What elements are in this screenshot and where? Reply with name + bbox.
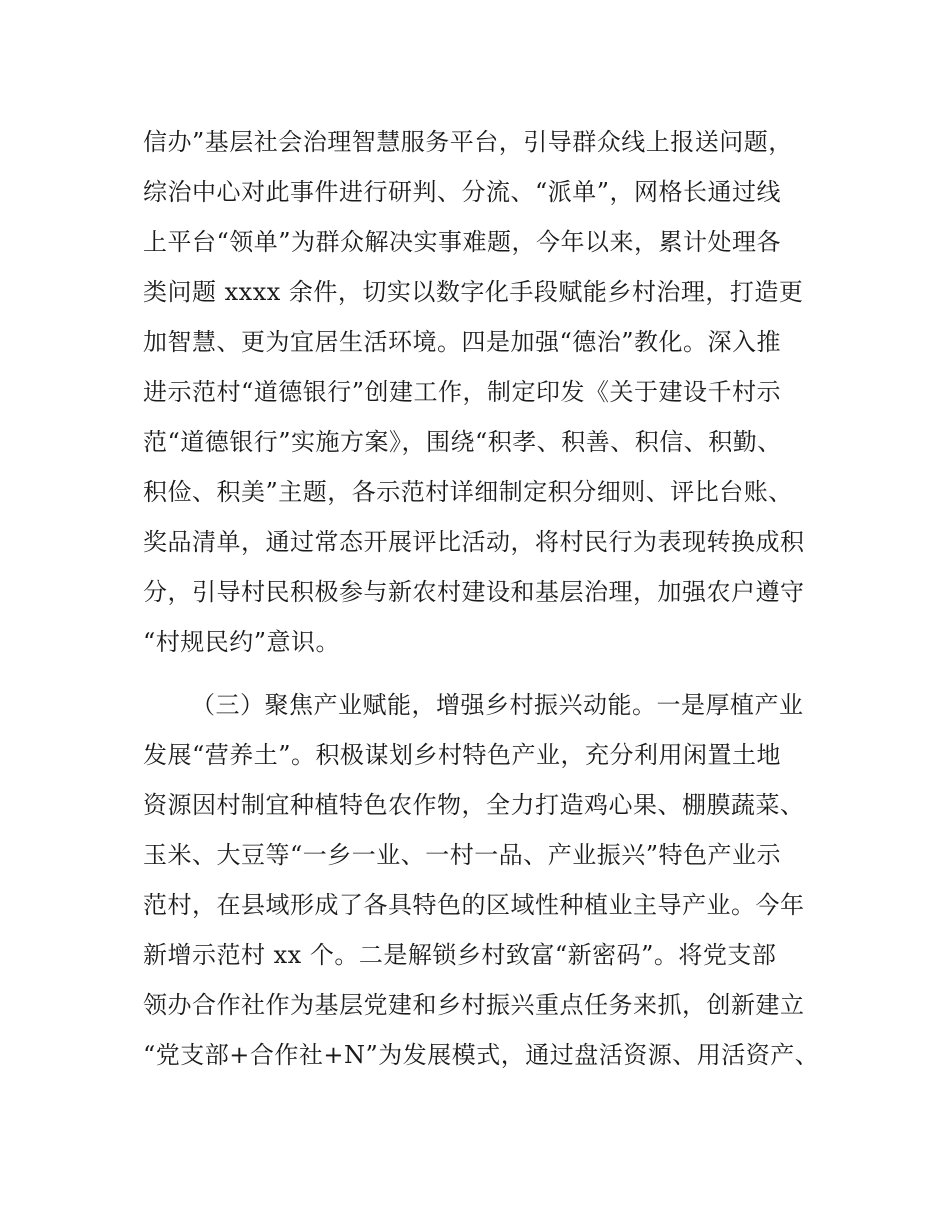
text-line: 进示范村“道德银行”创建工作，制定印发《关于建设千村示 xyxy=(143,378,782,406)
text-line: 信办”基层社会治理智慧服务平台，引导群众线上报送问题， xyxy=(143,128,793,156)
text-line: 积俭、积美”主题，各示范村详细制定积分细则、评比台账、 xyxy=(143,478,793,506)
text-line: 资源因村制宜种植特色农作物，全力打造鸡心果、棚膜蔬菜、 xyxy=(143,791,805,819)
text-line: “党支部+合作社+N”为发展模式，通过盘活资源、用活资产、 xyxy=(143,1041,820,1069)
text-line: 发展“营养土”。积极谋划乡村特色产业，充分利用闲置土地 xyxy=(143,741,782,769)
text-line: 范村，在县域形成了各具特色的区域性种植业主导产业。今年 xyxy=(143,891,805,919)
text-line: 领办合作社作为基层党建和乡村振兴重点任务来抓，创新建立 xyxy=(143,991,805,1019)
text-line: 上平台“领单”为群众解决实事难题，今年以来，累计处理各 xyxy=(143,228,782,256)
text-line: 范“道德银行”实施方案》，围绕“积孝、积善、积信、积勤、 xyxy=(143,428,782,456)
text-line: 加智慧、更为宜居生活环境。四是加强“德治”教化。深入推 xyxy=(143,328,782,356)
text-line: 奖品清单，通过常态开展评比活动，将村民行为表现转换成积 xyxy=(143,528,805,556)
text-line: “村规民约”意识。 xyxy=(143,628,341,656)
text-line: 玉米、大豆等“一乡一业、一村一品、产业振兴”特色产业示 xyxy=(143,841,782,869)
text-line: 综治中心对此事件进行研判、分流、“派单”，网格长通过线 xyxy=(143,178,782,206)
text-line: 类问题 xxxx 余件，切实以数字化手段赋能乡村治理，打造更 xyxy=(143,278,804,306)
text-line: 分，引导村民积极参与新农村建设和基层治理，加强农户遵守 xyxy=(143,578,805,606)
text-line: 新增示范村 xx 个。二是解锁乡村致富“新密码”。将党支部 xyxy=(143,941,777,969)
section-heading-line: （三）聚焦产业赋能，增强乡村振兴动能。一是厚植产业 xyxy=(191,691,804,719)
